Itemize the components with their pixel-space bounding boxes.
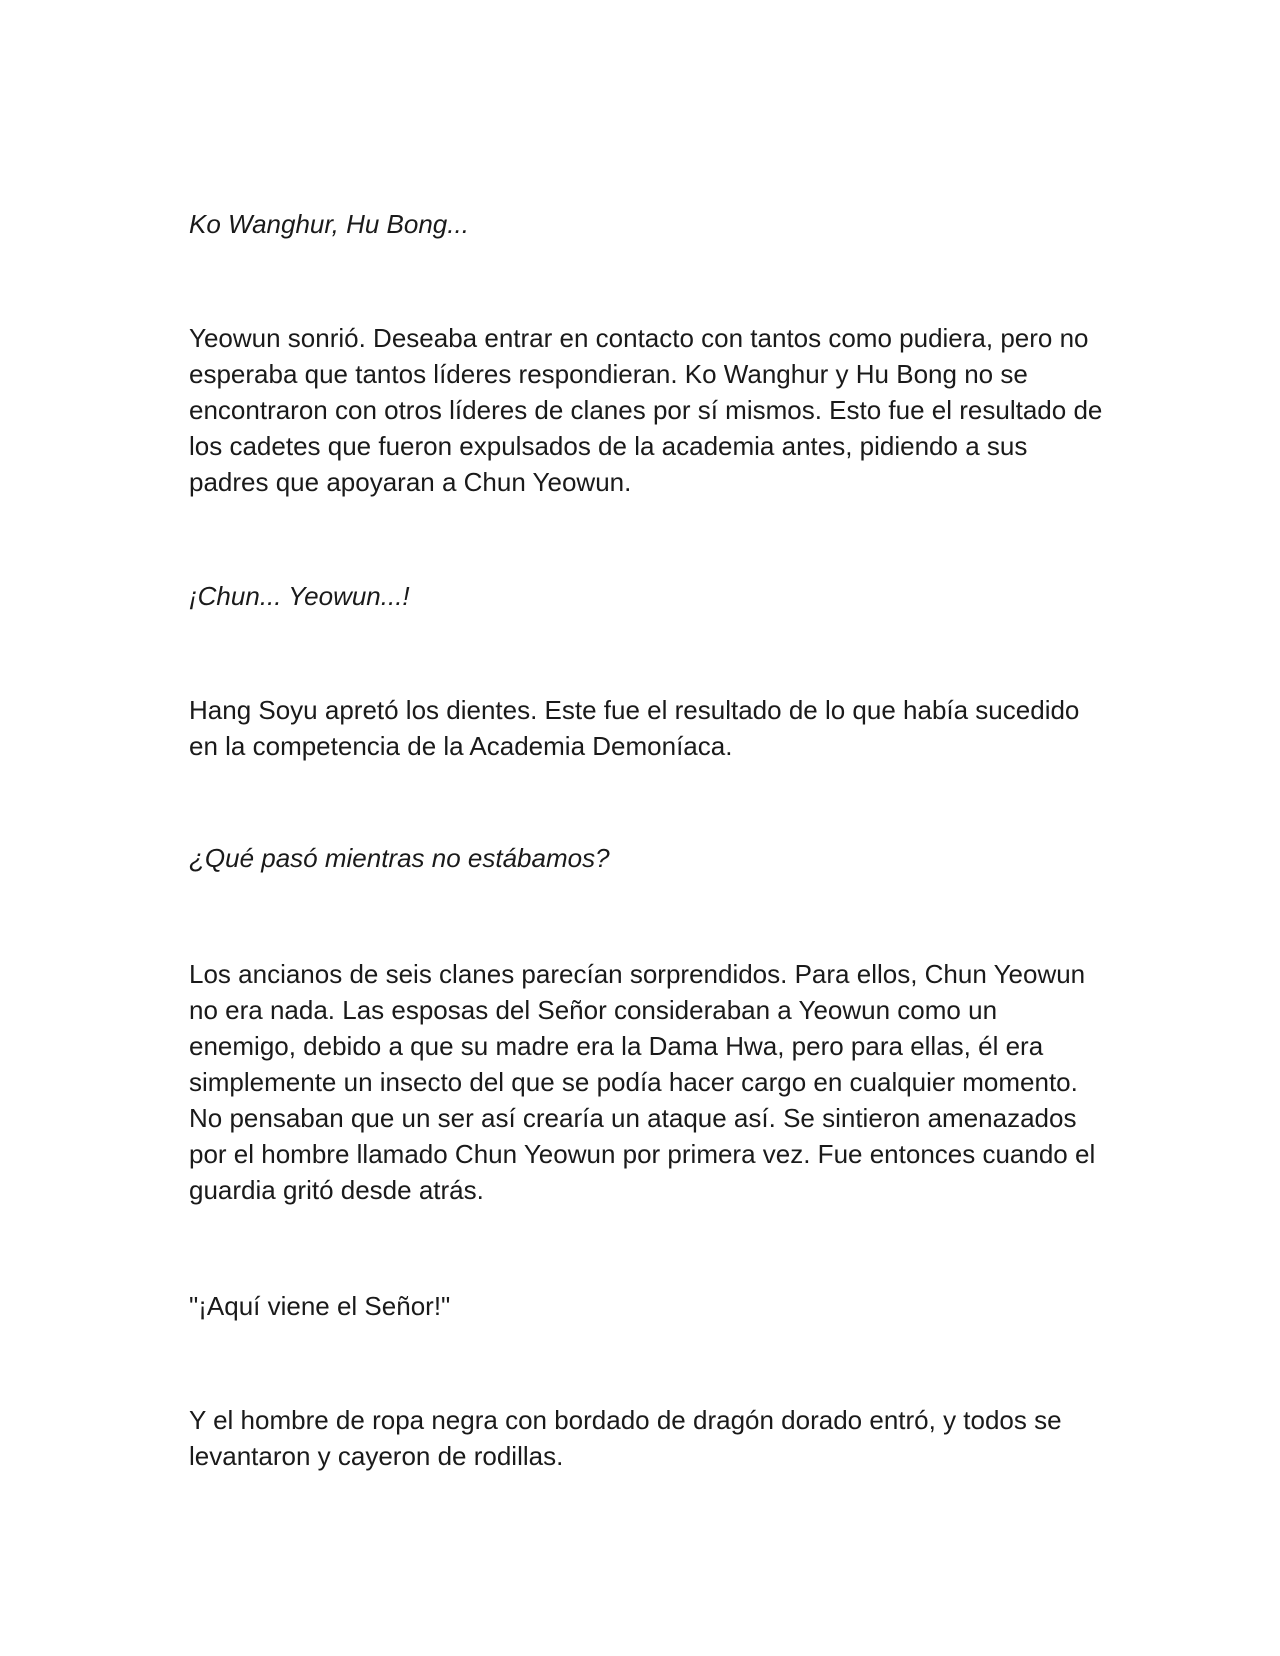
paragraph-elders-surprised: Los ancianos de seis clanes parecían sorprendidos. Para ellos, Chun Yeowun no era nada. Las esposas del Señor consideraban a Yeowun como un enemigo, debido a que su madre era la Dama Hwa, pero para ellas, él era simplemente un insecto del que se podía hacer cargo en cualquier momento. No pensaban que un ser así crearía un ataque así. Se sintieron amenazados por el hombre llamado Chun Yeowun por primera vez. Fue entonces cuando el guardia gritó desde atrás. bbox=[189, 959, 1096, 1205]
paragraph-man-in-black: Y el hombre de ropa negra con bordado de dragón dorado entró, y todos se levantaron y cayeron de rodillas. bbox=[189, 1405, 1062, 1471]
italic-thought-what-happened: ¿Qué pasó mientras no estábamos? bbox=[189, 843, 610, 873]
paragraph-hang-soyu: Hang Soyu apretó los dientes. Este fue el resultado de lo que había sucedido en la competencia de la Academia Demoníaca. bbox=[189, 695, 1080, 761]
dialogue-lord-arrives: "¡Aquí viene el Señor!" bbox=[189, 1291, 451, 1321]
italic-thought-ko-wanghur: Ko Wanghur, Hu Bong... bbox=[189, 209, 469, 239]
paragraph-yeowun-smiled: Yeowun sonrió. Deseaba entrar en contacto con tantos como pudiera, pero no esperaba que tantos líderes respondieran. Ko Wanghur y Hu Bong no se encontraron con otros líderes de clanes por sí mismos. Esto fue el resultado de los cadetes que fueron expulsados de la academia antes, pidiendo a sus padres que apoyaran a Chun Yeowun. bbox=[189, 323, 1103, 497]
italic-thought-chun-yeowun: ¡Chun... Yeowun...! bbox=[189, 581, 410, 611]
